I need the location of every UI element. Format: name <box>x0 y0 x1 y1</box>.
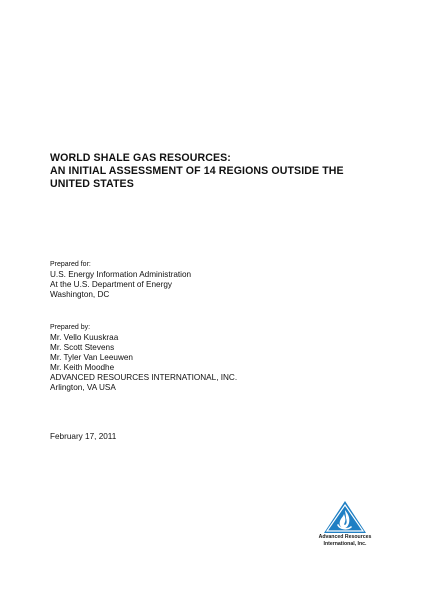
prepared-for-line: Washington, DC <box>50 290 110 299</box>
prepared-for-section <box>50 260 350 300</box>
prepared-for-line: At the U.S. Department of Energy <box>50 280 172 289</box>
prepared-by-label: Prepared by: <box>50 324 91 331</box>
author-line: Mr. Keith Moodhe <box>50 363 115 372</box>
organization-line: ADVANCED RESOURCES INTERNATIONAL, INC. <box>50 373 238 382</box>
title-line: AN INITIAL ASSESSMENT OF 14 REGIONS OUTSIDE THE <box>50 165 344 177</box>
logo-line-2: International, Inc. <box>323 540 367 547</box>
flame-triangle-icon <box>323 500 367 534</box>
author-line: Mr. Tyler Van Leeuwen <box>50 353 133 362</box>
company-logo <box>316 500 374 547</box>
author-line: Mr. Vello Kuuskraa <box>50 333 119 342</box>
title-line: UNITED STATES <box>50 178 134 190</box>
prepared-for-label: Prepared for: <box>50 261 91 268</box>
author-line: Mr. Scott Stevens <box>50 343 115 352</box>
prepared-by-section <box>50 323 350 393</box>
report-date: February 17, 2011 <box>50 432 117 441</box>
title-line: WORLD SHALE GAS RESOURCES: <box>50 152 231 164</box>
prepared-for-line: U.S. Energy Information Administration <box>50 270 192 279</box>
logo-line-1: Advanced Resources <box>318 534 372 540</box>
location-line: Arlington, VA USA <box>50 383 116 392</box>
report-title <box>50 152 380 191</box>
